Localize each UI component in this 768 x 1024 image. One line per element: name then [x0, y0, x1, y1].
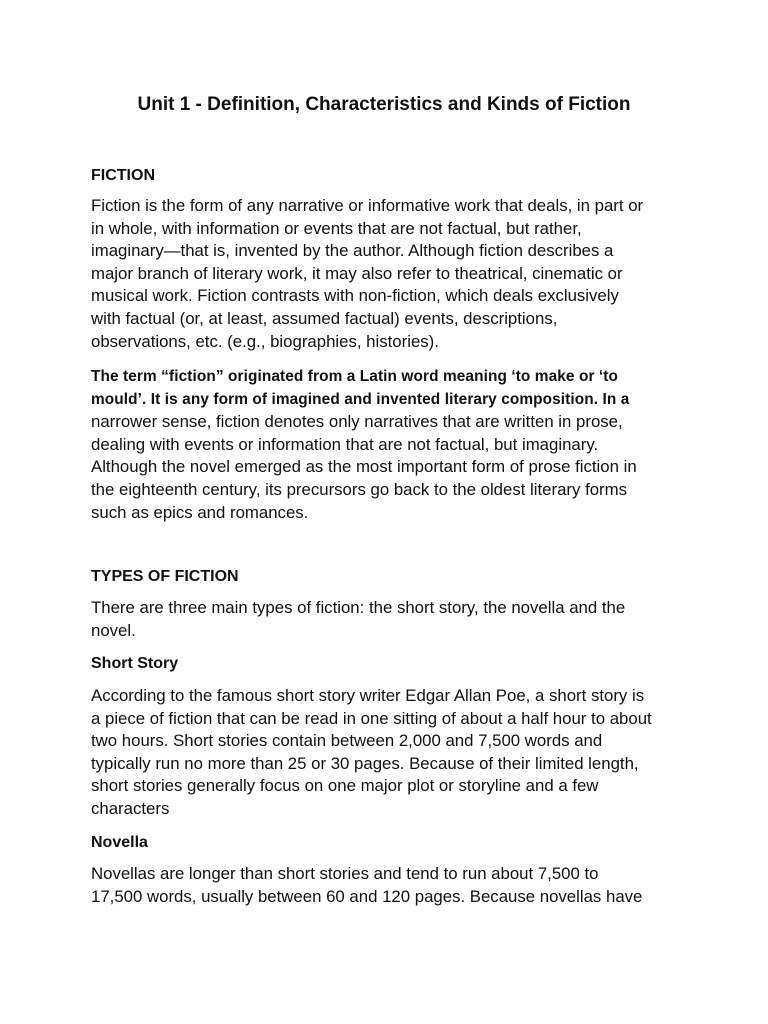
text-line: Novellas are longer than short stories and tend to run about 7,500 to: [91, 864, 599, 883]
text-line: imaginary—that is, invented by the author. Although fiction describes a: [91, 241, 614, 261]
text-line: characters: [91, 798, 170, 818]
text-line: 17,500 words, usually between 60 and 120 pages. Because novellas have: [91, 886, 643, 906]
text-line: such as epics and romances.: [91, 502, 309, 522]
fiction-paragraph-2: [91, 366, 691, 524]
text-line: the eighteenth century, its precursors go back to the oldest literary forms: [91, 479, 628, 499]
heading-types-of-fiction: TYPES OF FICTION: [91, 568, 239, 585]
text-line: narrower sense, fiction denotes only narratives that are written in prose,: [91, 412, 623, 432]
text-line: mould’. It is any form of imagined and invented literary composition. In a: [91, 390, 630, 408]
text-line: There are three main types of fiction: the short story, the novella and the: [91, 598, 626, 617]
heading-short-story: Short Story: [91, 655, 179, 672]
text-line: musical work. Fiction contrasts with non-fiction, which deals exclusively: [91, 286, 619, 306]
text-line: major branch of literary work, it may also refer to theatrical, cinematic or: [91, 263, 623, 283]
text-line: According to the famous short story writer Edgar Allan Poe, a short story is: [91, 686, 645, 705]
document-title: Unit 1 - Definition, Characteristics and Kinds of Fiction: [137, 94, 631, 115]
text-line: typically run no more than 25 or 30 pages. Because of their limited length,: [91, 753, 639, 773]
text-line: novel.: [91, 620, 136, 640]
novella-paragraph: [91, 863, 691, 908]
text-line: Although the novel emerged as the most important form of prose fiction in: [91, 457, 637, 477]
text-line: in whole, with information or events that are not factual, but rather,: [91, 218, 582, 238]
types-intro-paragraph: [91, 597, 691, 642]
text-line: dealing with events or information that are not factual, but imaginary.: [91, 434, 599, 454]
fiction-paragraph-1: [91, 195, 691, 353]
heading-fiction: FICTION: [91, 167, 155, 184]
text-line: short stories generally focus on one major plot or storyline and a few: [91, 776, 599, 796]
text-line: two hours. Short stories contain between 2,000 and 7,500 words and: [91, 731, 603, 751]
text-line: The term “fiction” originated from a Latin word meaning ‘to make or ‘to: [91, 368, 619, 385]
text-line: Fiction is the form of any narrative or informative work that deals, in part or: [91, 196, 644, 215]
text-line: with factual (or, at least, assumed factual) events, descriptions,: [91, 308, 558, 328]
text-line: a piece of fiction that can be read in one sitting of about a half hour to about: [91, 708, 652, 728]
short-story-paragraph: [91, 685, 691, 821]
text-line: observations, etc. (e.g., biographies, histories).: [91, 331, 439, 351]
heading-novella: Novella: [91, 834, 148, 851]
